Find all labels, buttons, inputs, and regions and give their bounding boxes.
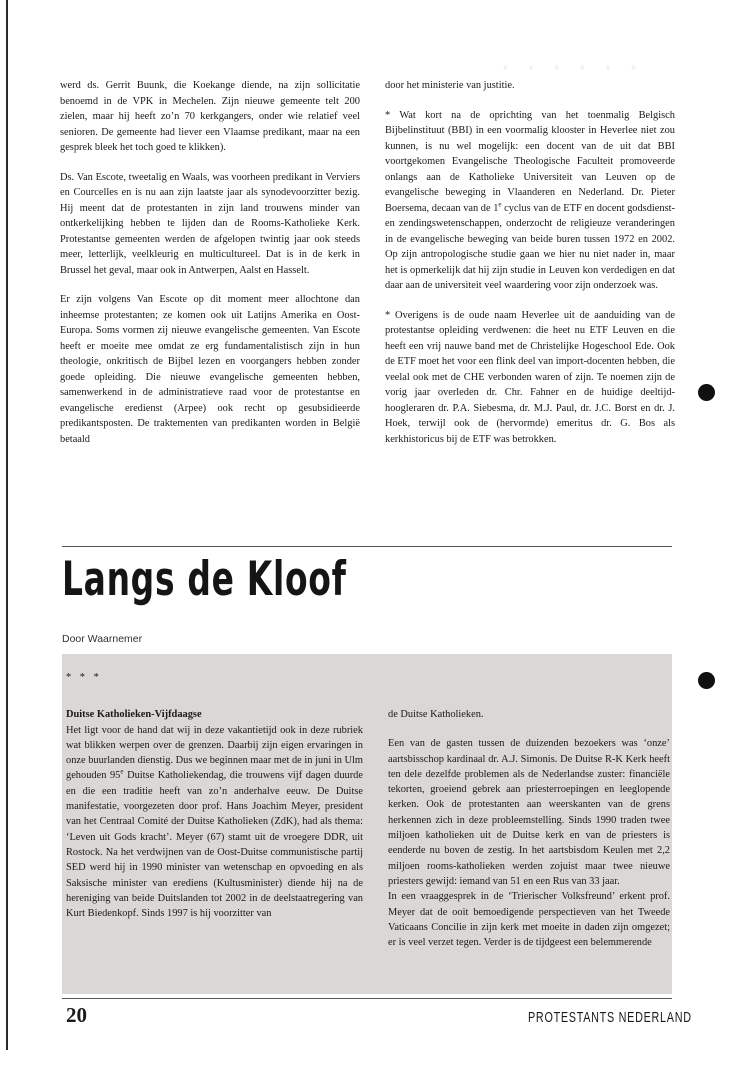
top-right-continuation: door het ministerie van justitie. [385, 80, 515, 91]
section-divider-top [62, 546, 672, 547]
bbi-superscript: e [498, 200, 502, 209]
bbi-text-a: * Wat kort na de oprichting van het toenmalig Belgisch Bijbelinstituut (BBI) in een voormalig klooster in Heverlee niet zou kunnen, is nu wel mogelijk: een docent van de uit dat BBI voortgekomen Evangelische Theologische Faculteit promoveerde onlangs aan de Katholieke Universiteit van Leuven op de evangelische beweging in Vlaanderen en Nederland. Dr. Pieter Boersema, decaan van de 1 [385, 109, 675, 214]
left-superscript: e [120, 768, 124, 777]
section-stars: * * * [66, 672, 102, 683]
top-right-paragraph-heverlee: * Overigens is de oude naam Heverlee uit de aanduiding van de protestantse opleiding verdwenen: die heet nu ETF Leuven en die heeft een vrij nauwe band met de Christelijke Hogeschool Ede. Ook de ETF moet het voor een flink deel van import-docenten hebben, die veelal ook met de CHE verbonden waren of zijn. Te noemen zijn de vorig jaar overleden dr. Chr. Fahner en de huidige deeltijd-hoogleraren dr. P.A. Siebesma, dr. M.J. Paul, dr. J.C. Borst en dr. J. Hoek, terwijl ook de (hervormde) emeritus dr. G. Bos als kerkhistoricus bij de ETF was betrokken. [385, 309, 675, 445]
top-left-paragraph-1: werd ds. Gerrit Buunk, die Koekange diende, na zijn sollicitatie benoemd in de VPK in Mechelen. Zijn nieuwe gemeente telt 200 zielen, maar hij heeft zo’n 70 kerkgangers, onder wie relatief veel senioren. De gemeente had liever een Vlaamse predikant, maar na een gesprek bleek het toch goed te klikken). [60, 80, 360, 153]
article-title: Langs de Kloof [62, 552, 347, 607]
footer-divider [62, 998, 672, 999]
page-edge-rule [6, 0, 8, 1050]
article-right-column [388, 670, 670, 950]
page-number: 20 [66, 1003, 87, 1027]
top-left-paragraph-2: Ds. Van Escote, tweetalig en Waals, was voorheen predikant in Verviers en Courcelles en is nu aan zijn laatste jaar als synodevoorzitter bezig. Hij meent dat de protestanten in zijn land trouwens minder van ontkerkelijking hebben te lijden dan de Rooms-Katholieke Kerk. Protestantse gemeenten werden de afgelopen twintig jaar ook steeds meer, letterlijk, veelkleurig en multicultureel. Dat is in de kerk in Brussel het geval, maar ook in Antwerpen, Aalst en Hasselt. [60, 171, 360, 276]
bleed-through-text: · · · · · · [500, 48, 641, 88]
article-right-paragraph-3: In een vraaggesprek in de ‘Trierischer Volksfreund’ erkent prof. Meyer dat de ooit bemoedigende perspectieven van het Tweede Vaticaans Concilie in zijn kerk met moeite in daden zijn omgezet; er is veel verzet tegen. Verder is de tijdgeest een belemmerende [388, 891, 670, 949]
top-right-column [385, 78, 675, 461]
article-right-continuation: de Duitse Katholieken. [388, 709, 484, 720]
magazine-name: PROTESTANTS NEDERLAND [528, 1009, 692, 1026]
top-right-paragraph-bbi [385, 108, 675, 294]
article-left-column [66, 670, 363, 921]
top-left-paragraph-3: Er zijn volgens Van Escote op dit moment meer allochtone dan inheemse protestanten; ze komen ook uit Latijns Amerika en Oost-Europa. Soms vormen zij nieuwe evangelische gemeenten. Van Escote heeft er moeite mee omdat ze erg fundamentalistisch zijn in hun theologie, onkritisch de Bijbel lezen en voorgangers hebben zonder goede opleiding. Die nieuwe evangelische gemeenten hebben, samenwerkend in de administratieve raad voor de protestantse en evangelische eredienst (Arpee) ook recht op gesubsidieerde predikantsposten. De traktementen van predikanten worden in België betaald [60, 294, 360, 445]
article-subhead: Duitse Katholieken-Vijfdaagse [66, 709, 202, 721]
binder-hole-bottom [698, 672, 715, 689]
top-left-column [60, 78, 360, 461]
binder-hole-top [698, 384, 715, 401]
left-text-b: Duitse Katholiekendag, die trouwens vijf dagen duurde en die een traditie heeft van zo’n anderhalve eeuw. De Duitse manifestatie, voorgezeten door prof. Hans Joachim Meyer, president van het Centraal Comité der Duitse Katholieken (ZdK), had als thema: ‘Leven uit Gods kracht’. Meyer (67) stamt uit de vroegere DDR, uit Rostock. Na het verdwijnen van de Oost-Duitse communistische partij SED werd hij in 1990 minister van wetenschap en opvoeding en als Saksische minister van erediens (Kultusminister) diende hij na de hereniging van beide Duitslanden tot 2002 in de deelstaatregering van Kurt Biedenkopf. Sinds 1997 is hij voorzitter van [66, 770, 363, 920]
article-right-paragraph-2: Een van de gasten tussen de duizenden bezoekers was ‘onze’ aartsbisschop kardinaal dr. A.J. Simonis. De Duitse R-K Kerk heeft ten dele dezelfde problemen als de Nederlandse zuster: financiële tekorten, groeiend gebrek aan priesterroepingen en leeglopende kerken. Ook de protestanten aan weerskanten van de grens herkennen zich in deze probleemstelling. Sinds 1990 traden twee miljoen katholieken uit de Duitse kerk en van de priesters is eenderde nu boven de zestig. In het aartsbisdom Keulen met 2,2 miljoen rooms-katholieken werden zojuist maar twee nieuwe priesters gewijd: iemand van 51 en een Rus van 33 jaar. [388, 738, 670, 887]
bbi-text-b: cyclus van de ETF en docent godsdienst- en zendingswetenschappen, onderzocht de religieuze veranderingen in de evangelische beweging van beide buren tussen 1972 en 2002. Op zijn antropologische studie gaan we hier nu niet nader in, maar het is opmerkelijk dat hij zijn studie in Leuven kon verdedigen en dat daar aan de universiteit veel waardering voor zijn onderzoek was. [385, 202, 675, 291]
article-author: Door Waarnemer [62, 633, 143, 645]
article-left-paragraph [66, 723, 363, 922]
left-text-a: Het ligt voor de hand dat wij in deze vakantietijd ook in deze rubriek wat blikken werpen over de grenzen. Daarbij zijn eigen ervaringen in onze buurlanden dienstig. Dus we beginnen maar met de in juni in Ulm gehouden 95 [66, 724, 363, 782]
